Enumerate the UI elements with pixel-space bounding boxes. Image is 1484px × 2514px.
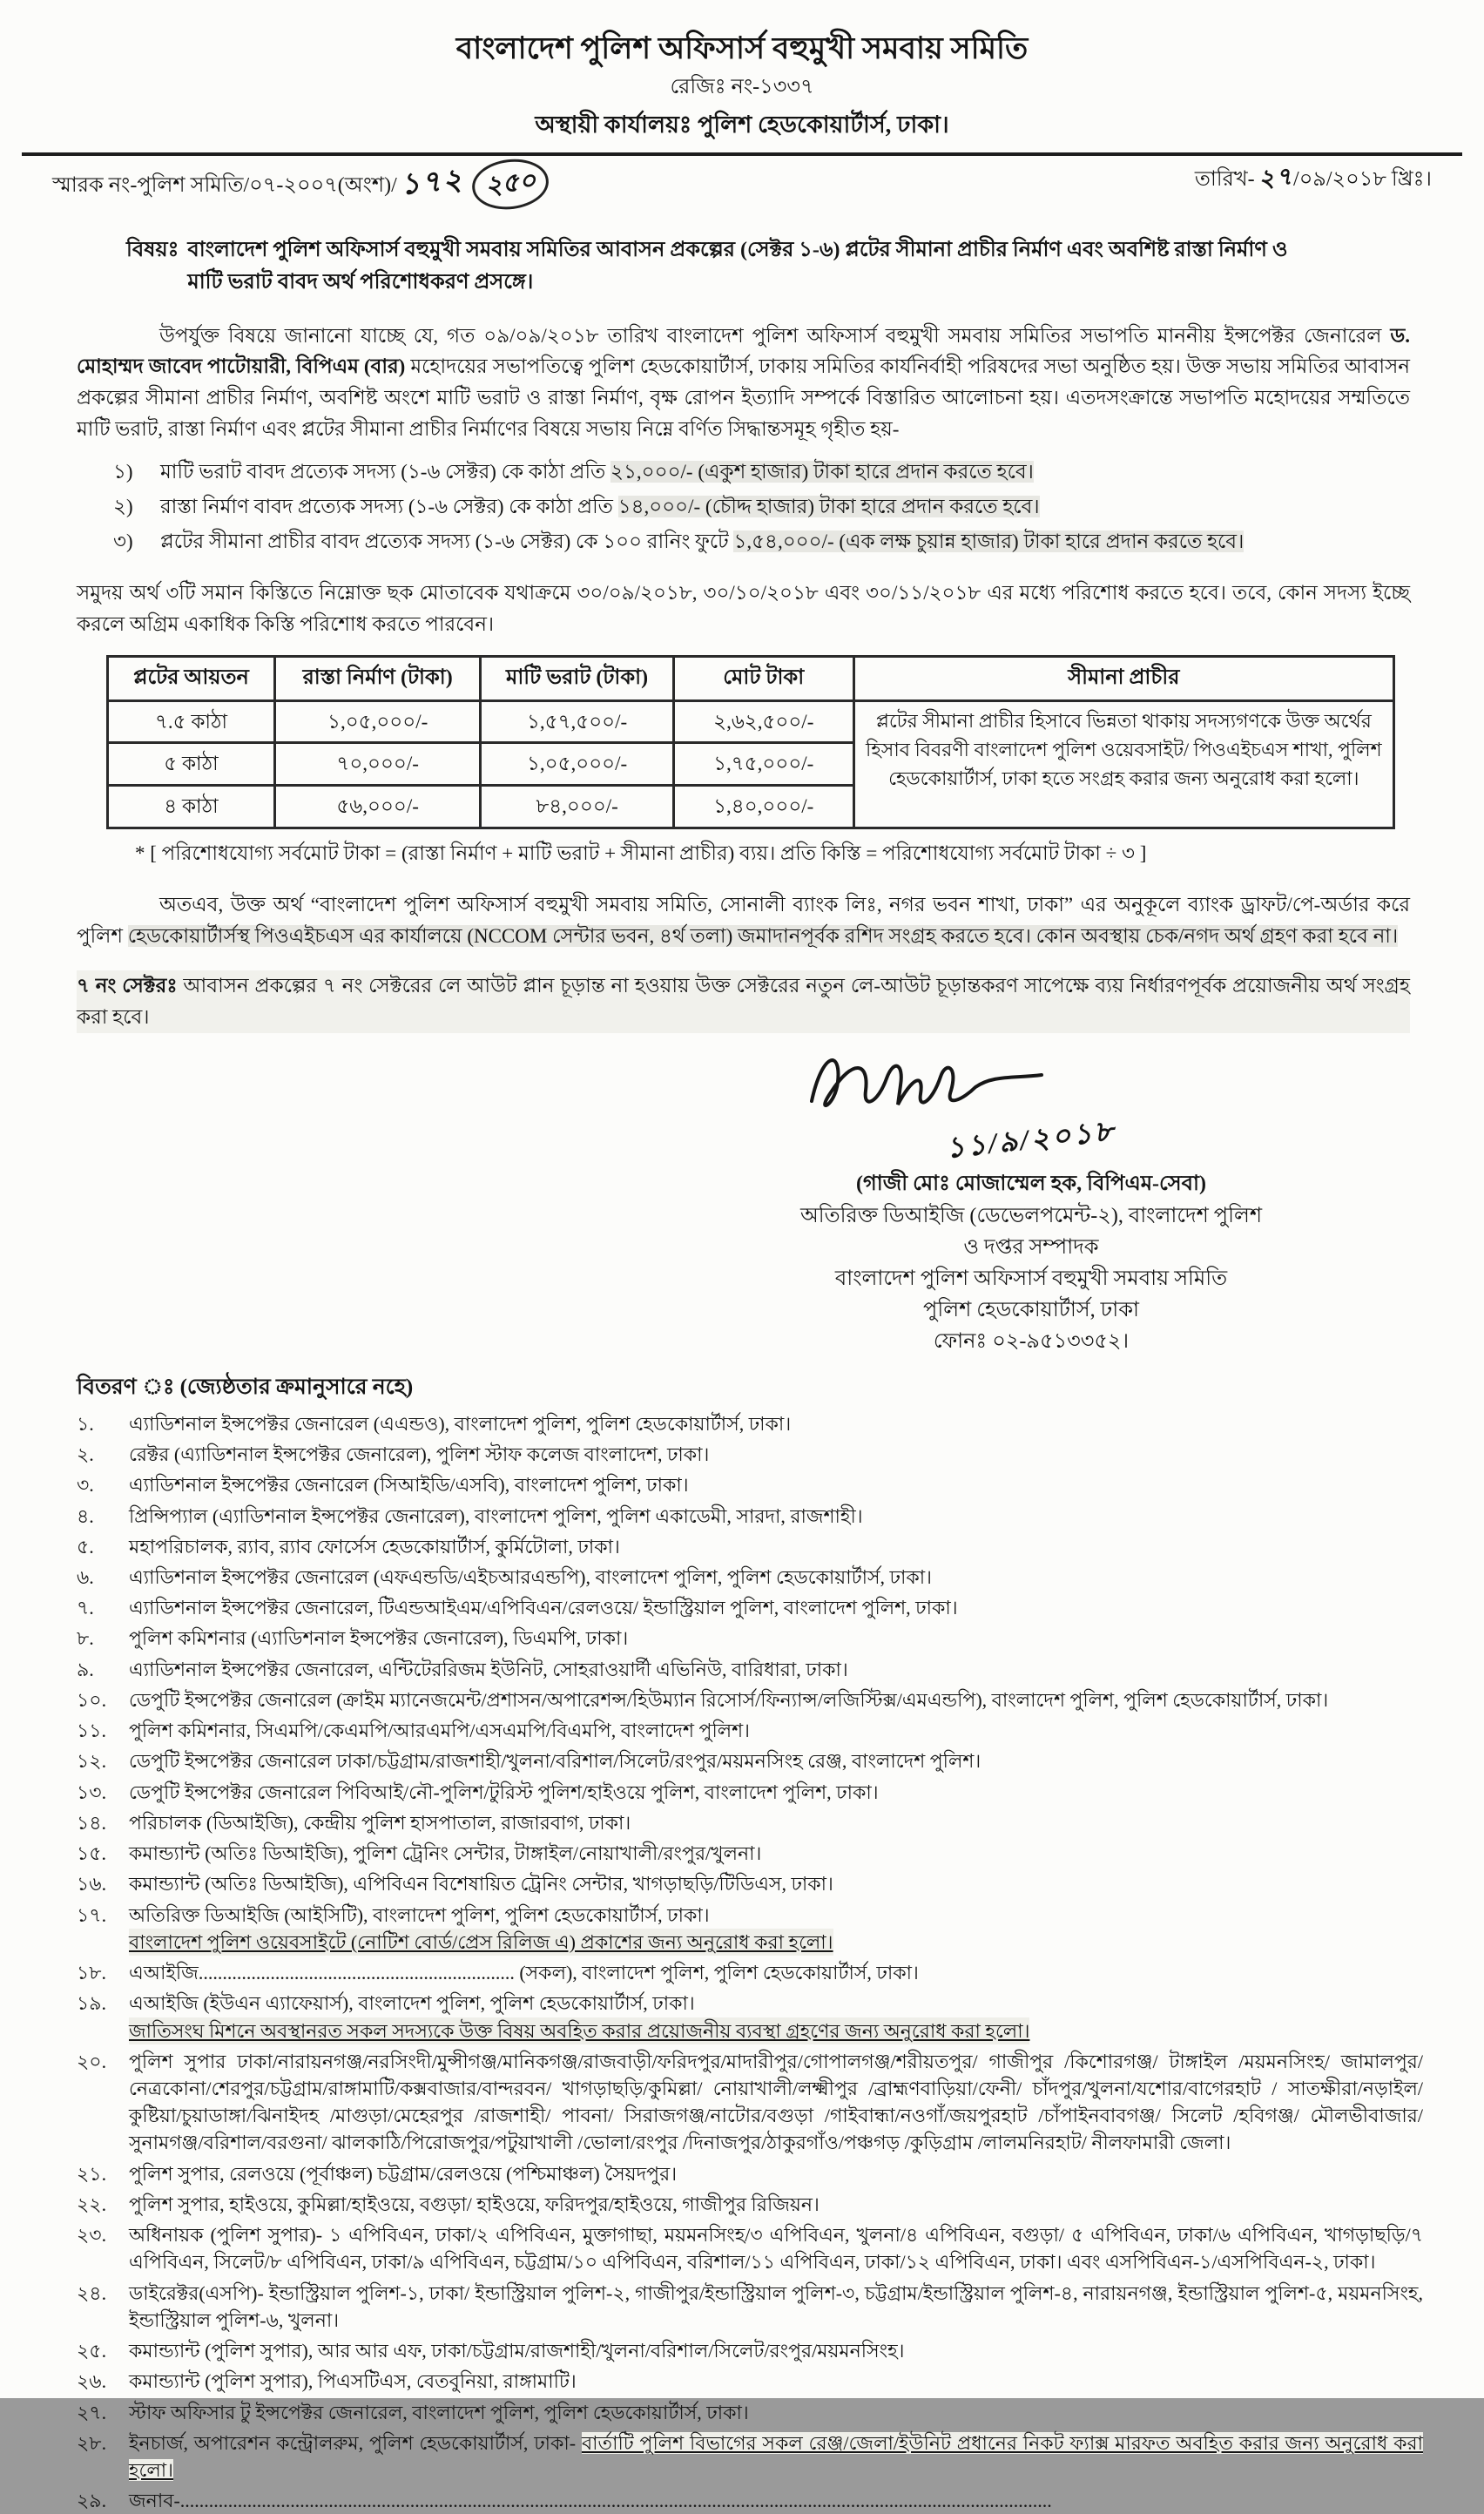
distribution-item (77, 1471, 1423, 1498)
item-text (129, 1902, 1423, 1956)
item-number: ২৩. (77, 2224, 107, 2247)
item-text-body: রেক্টর (এ্যাডিশনাল ইন্সপেক্টর জেনারেল), পুলিশ স্টাফ কলেজ বাংলাদেশ, ঢাকা। (129, 1443, 710, 1466)
cell-earth-fill: ১,০৫,০০০/- (481, 743, 674, 786)
cell-plot-size: ৪ কাঠা (108, 785, 275, 828)
cell-road: ১,০৫,০০০/- (275, 700, 481, 743)
item-text (129, 2048, 1423, 2157)
distribution-list (77, 1410, 1423, 2514)
item-number: ১৮. (77, 1962, 107, 1984)
memo-date-handwritten: ২৭ (1257, 163, 1295, 193)
signature-block (744, 1040, 1319, 1357)
memo-number (52, 159, 550, 209)
item-number: ২৮. (77, 2431, 107, 2454)
decision-text (160, 526, 1244, 558)
item-text-body: এ্যাডিশনাল ইন্সপেক্টর জেনারেল (এএন্ডও), বাংলাদেশ পুলিশ, পুলিশ হেডকোয়ার্টার্স, ঢাকা। (129, 1412, 792, 1435)
table-row (108, 700, 1394, 743)
payment-paragraph (77, 889, 1410, 951)
decision-text (160, 456, 1034, 488)
handwritten-signature-icon (796, 1040, 1057, 1124)
item-number: ২৫. (77, 2340, 107, 2362)
item-text-body: প্রিন্সিপ্যাল (এ্যাডিশনাল ইন্সপেক্টর জেনারেল), বাংলাদেশ পুলিশ, পুলিশ একাডেমী, সারদা, রাজশাহী। (129, 1504, 863, 1527)
item-text-body: অধিনায়ক (পুলিশ সুপার)- ১ এপিবিএন, ঢাকা/২ এপিবিএন, মুক্তাগাছা, ময়মনসিংহ/৩ এপিবিএন, খুলনা/৪ এপিবিএন, বগুড়া/ ৫ এপিবিএন, ঢাকা/৬ এপিবিএন, খাগড়াছড়ি/৭ এপিবিএন, সিলেট/৮ এপিবিএন, ঢাকা/৯ এপিবিএন, চট্টগ্রাম/১০ এপিবিএন, বরিশাল/১১ এপিবিএন, ঢাকা/১২ এপিবিএন, ঢাকা। এবং এসপিবিএন-১/এসপিবিএন-২, ঢাকা। (129, 2224, 1423, 2274)
item-number: ১৯. (77, 1992, 107, 2015)
item-number: ২৬. (77, 2370, 107, 2393)
opening-paragraph-start: উপর্যুক্ত বিষয়ে জানানো যাচ্ছে যে, গত ০৯/০৯/২০১৮ তারিখ বাংলাদেশ পুলিশ অফিসার্স বহুমুখী সমবায় সমিতির সভাপতি মাননীয় ইন্সপেক্টর জেনারেল (159, 324, 1391, 347)
item-text-body: স্টাফ অফিসার টু ইন্সপেক্টর জেনারেল, বাংলাদেশ পুলিশ, পুলিশ হেডকোয়ার্টার্স, ঢাকা। (129, 2401, 749, 2423)
item-text (129, 2487, 1423, 2514)
item-text (129, 1441, 1423, 1468)
memo-date-prefix: তারিখ- (1194, 167, 1255, 191)
decision-text-body: মাটি ভরাট বাবদ প্রত্যেক সদস্য (১-৬ সেক্টর) কে কাঠা প্রতি (160, 461, 611, 483)
decision-list (113, 456, 1432, 557)
item-number: ১৪. (77, 1811, 107, 1834)
item-text (129, 1625, 1423, 1652)
item-text-body: কমান্ড্যান্ট (পুলিশ সুপার), পিএসটিএস, বেতবুনিয়া, রাঙ্গামাটি। (129, 2370, 577, 2393)
subject-line (126, 234, 1432, 299)
item-number: ১০. (77, 1688, 107, 1711)
memo-number-handwritten: ১৭২ (399, 163, 465, 201)
org-name: বাংলাদেশ পুলিশ অফিসার্স বহুমুখী সমবায় সমিতি (455, 31, 1029, 65)
item-text (129, 1594, 1423, 1621)
memo-number-circled: ২৫০ (469, 155, 552, 213)
item-text-body: ডেপুটি ইন্সপেক্টর জেনারেল (ক্রাইম ম্যানেজমেন্ট/প্রশাসন/অপারেশন্স/হিউম্যান রিসোর্স/ফিন্যান্স/লজিস্টিক্স/এমএন্ডপি), বাংলাদেশ পুলিশ, পুলিশ হেডকোয়ার্টার্স, ঢাকা। (129, 1688, 1329, 1711)
item-note: জাতিসংঘ মিশনে অবস্থানরত সকল সদস্যকে উক্ত বিষয় অবহিত করার প্রয়োজনীয় ব্যবস্থা গ্রহণের জন্য অনুরোধ করা হলো। (129, 2017, 1029, 2044)
item-text-body: ডেপুটি ইন্সপেক্টর জেনারেল ঢাকা/চট্টগ্রাম/রাজশাহী/খুলনা/বরিশাল/সিলেট/রংপুর/ময়মনসিংহ রেঞ্জ, বাংলাদেশ পুলিশ। (129, 1750, 981, 1773)
memo-date (1195, 159, 1432, 197)
item-text-body: পরিচালক (ডিআইজি), কেন্দ্রীয় পুলিশ হাসপাতাল, রাজারবাগ, ঢাকা। (129, 1811, 631, 1834)
item-text-body: পুলিশ কমিশনার, সিএমপি/কেএমপি/আরএমপি/এসএমপি/বিএমপি, বাংলাদেশ পুলিশ। (129, 1720, 751, 1742)
col-header-total: মোট টাকা (673, 657, 853, 700)
item-number: ১২. (77, 1750, 107, 1773)
signature-date-handwritten: ১১/৯/২০১৮ (944, 1115, 1117, 1165)
memo-row (52, 159, 1432, 209)
cost-table (106, 655, 1395, 828)
signatory-name: (গাজী মোঃ মোজাম্মেল হক, বিপিএম-সেবা) (856, 1172, 1206, 1195)
distribution-item (77, 2430, 1423, 2484)
item-text-body: এ্যাডিশনাল ইন্সপেক্টর জেনারেল, এন্টিটেররিজম ইউনিট, সোহরাওয়ার্দী এভিনিউ, বারিধারা, ঢাকা। (129, 1658, 848, 1680)
distribution-item (77, 2399, 1423, 2426)
item-text-body: পুলিশ কমিশনার (এ্যাডিশনাল ইন্সপেক্টর জেনারেল), ডিএমপি, ঢাকা। (129, 1627, 629, 1650)
cell-road: ৭০,০০০/- (275, 743, 481, 786)
signatory-designation: অতিরিক্ত ডিআইজি (ডেভেলপমেন্ট-২), বাংলাদেশ পুলিশ (799, 1205, 1263, 1228)
item-text (129, 1717, 1423, 1744)
letterhead (52, 30, 1432, 144)
item-text (129, 1686, 1423, 1713)
item-text (129, 1564, 1423, 1591)
payment-highlight: হেডকোয়ার্টার্সস্থ পিওএইচএস এর কার্যালয়ে (NCCOM সেন্টার ভবন, ৪র্থ তলা) জমাদানপূর্বক রশিদ সংগ্রহ করতে হবে। কোন অবস্থায় চেক/নগদ অর্থ গ্রহণ করা হবে না। (127, 924, 1399, 947)
item-number: ৭. (77, 1597, 94, 1619)
distribution-item (77, 1686, 1423, 1713)
table-header-row (108, 657, 1394, 700)
item-text-body: এ্যাডিশনাল ইন্সপেক্টর জেনারেল (এফএন্ডডি/এইচআরএন্ডপি), বাংলাদেশ পুলিশ, পুলিশ হেডকোয়ার্টার্স, ঢাকা। (129, 1565, 933, 1588)
memo-date-suffix: /০৯/২০১৮ খ্রিঃ। (1293, 167, 1432, 191)
item-number: ৩. (77, 1474, 94, 1497)
item-number: ২৪. (77, 2281, 107, 2304)
item-text (129, 2191, 1423, 2218)
item-text-body: পুলিশ সুপার, হাইওয়ে, কুমিল্লা/হাইওয়ে, বগুড়া/ হাইওয়ে, ফরিদপুর/হাইওয়ে, গাজীপুর রিজিয়ন। (129, 2193, 820, 2215)
distribution-item (77, 1410, 1423, 1437)
item-number: ১৩. (77, 1781, 107, 1803)
decision-text-highlight: ১৪,০০০/- (চৌদ্দ হাজার) টাকা হারে প্রদান করতে হবে। (617, 495, 1040, 517)
distribution-item (77, 1625, 1423, 1652)
cell-earth-fill: ৮৪,০০০/- (481, 785, 674, 828)
subject-label: বিষয়ঃ (126, 239, 179, 262)
item-number: ২১. (77, 2162, 107, 2185)
decision-number: ২) (113, 495, 133, 517)
item-text-body: অতিরিক্ত ডিআইজি (আইসিটি), বাংলাদেশ পুলিশ, পুলিশ হেডকোয়ার্টার্স, ঢাকা। (129, 1903, 710, 1926)
item-number: ৪. (77, 1504, 94, 1527)
col-header-plot-size: প্লটের আয়তন (108, 657, 275, 700)
signatory-org: বাংলাদেশ পুলিশ অফিসার্স বহুমুখী সমবায় সমিতি (834, 1267, 1228, 1291)
item-number: ১. (77, 1412, 94, 1435)
item-text (129, 2280, 1423, 2334)
distribution-item (77, 2191, 1423, 2218)
item-number: ১৬. (77, 1873, 107, 1896)
item-number: ৮. (77, 1627, 94, 1650)
payment-paragraph-start: অতএব, উক্ত অর্থ “বাংলাদেশ পুলিশ অফিসার্স বহুমুখী সমবায় সমিতি, সোনালী ব্যাংক লিঃ, নগর ভবন শাখা, ঢাকা” এর অনুকূলে ব্যাংক ড্রাফট/পে-অর্ডার করে পুলিশ (77, 894, 1410, 947)
decision-number: ৩) (113, 530, 133, 552)
distribution-item (77, 2160, 1423, 2187)
subject-text: বাংলাদেশ পুলিশ অফিসার্স বহুমুখী সমবায় সমিতির আবাসন প্রকল্পের (সেক্টর ১-৬) প্লটের সীমানা প্রাচীর নির্মাণ এবং অবশিষ্ট রাস্তা নির্মাণ ও মাটি ভরাট বাবদ অর্থ পরিশোধকরণ প্রসঙ্গে। (187, 239, 1288, 294)
distribution-item (77, 1902, 1423, 1956)
distribution-item (77, 2221, 1423, 2275)
decision-item (113, 491, 1432, 523)
item-text (129, 1959, 1423, 1986)
distribution-item (77, 1959, 1423, 1986)
item-text (129, 1990, 1423, 2044)
col-header-earth-fill: মাটি ভরাট (টাকা) (481, 657, 674, 700)
item-number: ২০. (77, 2050, 107, 2072)
sector7-label: ৭ নং সেক্টরঃ (77, 975, 178, 997)
item-number: ১১. (77, 1720, 107, 1742)
decision-text-body: প্লটের সীমানা প্রাচীর বাবদ প্রত্যেক সদস্য (১-৬ সেক্টর) কে ১০০ রানিং ফুটে (160, 530, 734, 552)
distribution-item (77, 1441, 1423, 1468)
decision-text-body: রাস্তা নির্মাণ বাবদ প্রত্যেক সদস্য (১-৬ সেক্টর) কে কাঠা প্রতি (160, 495, 618, 517)
distribution-item (77, 1809, 1423, 1836)
distribution-item (77, 1503, 1423, 1530)
item-number: ৯. (77, 1658, 94, 1680)
item-text-body: কমান্ড্যান্ট (অতিঃ ডিআইজি), পুলিশ ট্রেনিং সেন্টার, টাঙ্গাইল/নোয়াখালী/রংপুর/খুলনা। (129, 1842, 762, 1865)
item-number: ২২. (77, 2193, 107, 2215)
cell-plot-size: ৫ কাঠা (108, 743, 275, 786)
item-text-body: কমান্ড্যান্ট (অতিঃ ডিআইজি), এপিবিএন বিশেষায়িত ট্রেনিং সেন্টার, খাগড়াছড়ি/টিডিএস, ঢাকা। (129, 1873, 833, 1896)
item-text-body: পুলিশ সুপার, রেলওয়ে (পূর্বাঞ্চল) চট্টগ্রাম/রেলওয়ে (পশ্চিমাঞ্চল) সৈয়দপুর। (129, 2162, 678, 2185)
col-header-road: রাস্তা নির্মাণ (টাকা) (275, 657, 481, 700)
decision-item (113, 526, 1432, 558)
signatory-office: পুলিশ হেডকোয়ার্টার্স, ঢাকা (923, 1299, 1139, 1322)
distribution-item (77, 1717, 1423, 1744)
registration-number: রেজিঃ নং-১৩৩৭ (670, 75, 814, 98)
decision-text-highlight: ২১,০০০/- (একুশ হাজার) টাকা হারে প্রদান করতে হবে। (610, 461, 1034, 483)
distribution-item (77, 2368, 1423, 2395)
table-footnote: * [ পরিশোধযোগ্য সর্বমোট টাকা = (রাস্তা নির্মাণ + মাটি ভরাট + সীমানা প্রাচীর) ব্যয়। প্রতি কিস্তি = পরিশোধযোগ্য সর্বমোট টাকা ÷ ৩ ] (135, 841, 1147, 864)
item-text (129, 1840, 1423, 1867)
item-number: ২. (77, 1443, 94, 1466)
chairman-name: ড. মোহাম্মদ জাবেদ পাটোয়ারী, বিপিএম (বার) (77, 324, 1410, 378)
distribution-item (77, 1840, 1423, 1867)
decision-number: ১) (113, 461, 133, 483)
decision-item (113, 456, 1432, 488)
distribution-heading: বিতরণ ঃ (জ্যেষ্ঠতার ক্রমানুসারে নহে) (77, 1375, 414, 1400)
cell-total: ২,৬২,৫০০/- (673, 700, 853, 743)
item-text-body: মহাপরিচালক, র‌্যাব, র‌্যাব ফোর্সেস হেডকোয়ার্টার্স, কুর্মিটোলা, ঢাকা। (129, 1535, 620, 1558)
distribution-item (77, 2280, 1423, 2334)
item-text (129, 2160, 1423, 2187)
item-text-body: কমান্ড্যান্ট (পুলিশ সুপার), আর আর এফ, ঢাকা/চট্টগ্রাম/রাজশাহী/খুলনা/বরিশাল/সিলেট/রংপুর/ময়মনসিংহ। (129, 2340, 905, 2362)
item-text (129, 2368, 1423, 2395)
distribution-item (77, 1870, 1423, 1897)
distribution-item (77, 1990, 1423, 2044)
sector7-paragraph (77, 970, 1410, 1032)
item-text (129, 1533, 1423, 1560)
distribution-item (77, 1533, 1423, 1560)
item-number: ৬. (77, 1565, 94, 1588)
item-number: ৫. (77, 1535, 94, 1558)
item-text-body: জনাব-...................................................................................................................................................................................... (129, 2490, 1052, 2512)
item-text (129, 2337, 1423, 2364)
item-text-body: এআইজি (ইউএন এ্যাফেয়ার্স), বাংলাদেশ পুলিশ, পুলিশ হেডকোয়ার্টার্স, ঢাকা। (129, 1992, 695, 2015)
item-text-body: এ্যাডিশনাল ইন্সপেক্টর জেনারেল (সিআইডি/এসবি), বাংলাদেশ পুলিশ, ঢাকা। (129, 1474, 689, 1497)
signatory-role: ও দপ্তর সম্পাদক (963, 1236, 1099, 1260)
decision-text-highlight: ১,৫৪,০০০/- (এক লক্ষ চুয়ান্ন হাজার) টাকা হারে প্রদান করতে হবে। (733, 530, 1245, 552)
item-text (129, 1410, 1423, 1437)
header-divider (22, 152, 1462, 156)
cell-plot-size: ৭.৫ কাঠা (108, 700, 275, 743)
cell-road: ৫৬,০০০/- (275, 785, 481, 828)
item-text-body: পুলিশ সুপার ঢাকা/নারায়নগঞ্জ/নরসিংদী/মুন্সীগঞ্জ/মানিকগঞ্জ/রাজবাড়ী/ফরিদপুর/মাদারীপুর/গোপালগঞ্জ/শরীয়তপুর/ গাজীপুর /কিশোরগঞ্জ/ টাঙ্গাইল /ময়মনসিংহ/ জামালপুর/নেত্রকোনা/শেরপুর/চট্টগ্রাম/রাঙ্গামাটি/কক্সবাজার/বান্দরবন/ খাগড়াছড়ি/কুমিল্লা/ নোয়াখালী/লক্ষ্মীপুর /ব্রাহ্মণবাড়িয়া/ফেনী/ চাঁদপুর/খুলনা/যশোর/বাগেরহাট / সাতক্ষীরা/নড়াইল/ কুষ্টিয়া/চুয়াডাঙ্গা/ঝিনাইদহ /মাগুড়া/মেহেরপুর /রাজশাহী/ পাবনা/ সিরাজগঞ্জ/নাটোর/বগুড়া /গাইবান্ধা/নওগাঁ/জয়পুরহাট /চাঁপাইনবাবগঞ্জ/ সিলেট /হবিগঞ্জ/ মৌলভীবাজার/সুনামগঞ্জ/বরিশাল/বরগুনা/ ঝালকাঠি/পিরোজপুর/পটুয়াখালী /ভোলা/রংপুর /দিনাজপুর/ঠাকুরগাঁও/পঞ্চগড় /কুড়িগ্রাম /লালমনিরহাট/ নীলফামারী জেলা। (129, 2050, 1423, 2154)
item-text (129, 1870, 1423, 1897)
opening-paragraph-end: মহোদয়ের সভাপতিত্বে পুলিশ হেডকোয়ার্টার্স, ঢাকায় সমিতির কার্যনির্বাহী পরিষদের সভা অনুষ্ঠিত হয়। উক্ত সভায় সমিতির আবাসন প্রকল্পের সীমানা প্রাচীর নির্মাণ, অবশিষ্ট অংশে মাটি ভরাট ও রাস্তা নির্মাণ, বৃক্ষ রোপন ইত্যাদি সম্পর্কে বিস্তারিত আলোচনা হয়। এতদসংক্রান্তে সভাপতি মহোদয়ের সম্মতিতে মাটি ভরাট, রাস্তা নির্মাণ এবং প্লটের সীমানা প্রাচীর নির্মাণের বিষয়ে সভায় নিম্নে বর্ণিত সিদ্ধান্তসমূহ গৃহীত হয়- (77, 355, 1410, 440)
distribution-item (77, 2048, 1423, 2157)
item-text (129, 1779, 1423, 1806)
installment-paragraph: সমুদয় অর্থ ৩টি সমান কিস্তিতে নিম্নোক্ত ছক মোতাবেক যথাক্রমে ৩০/০৯/২০১৮, ৩০/১০/২০১৮ এবং ৩০/১১/২০১৮ এর মধ্যে পরিশোধ করতে হবে। তবে, কোন সদস্য ইচ্ছে করলে অগ্রিম একাধিক কিস্তি পরিশোধ করতে পারবেন। (77, 582, 1410, 635)
distribution-item (77, 2337, 1423, 2364)
item-number: ২৯. (77, 2490, 107, 2512)
item-text-body: এ্যাডিশনাল ইন্সপেক্টর জেনারেল, টিএন্ডআইএম/এপিবিএন/রেলওয়ে/ ইন্ডাস্ট্রিয়াল পুলিশ, বাংলাদেশ পুলিশ, ঢাকা। (129, 1597, 958, 1619)
cell-earth-fill: ১,৫৭,৫০০/- (481, 700, 674, 743)
item-text (129, 1747, 1423, 1774)
sector7-text: আবাসন প্রকল্পের ৭ নং সেক্টরের লে আউট প্লান চূড়ান্ত না হওয়ায় উক্ত সেক্টরের নতুন লে-আউট চূড়ান্তকরণ সাপেক্ষে ব্যয় নির্ধারণপূর্বক প্রয়োজনীয় অর্থ সংগ্রহ করা হবে। (77, 975, 1410, 1029)
item-text (129, 2430, 1423, 2484)
item-inline-note: বার্তাটি পুলিশ বিভাগের সকল রেঞ্জ/জেলা/ইউনিট প্রধানের নিকট ফ্যাক্স মারফত অবহিত করার জন্য অনুরোধ করা হলো। (129, 2431, 1423, 2482)
col-header-boundary-wall: সীমানা প্রাচীর (853, 657, 1393, 700)
distribution-item (77, 1656, 1423, 1683)
memo-number-prefix: স্মারক নং-পুলিশ সমিতি/০৭-২০০৭(অংশ)/ (52, 173, 397, 197)
item-text-body: ডেপুটি ইন্সপেক্টর জেনারেল পিবিআই/নৌ-পুলিশ/টুরিস্ট পুলিশ/হাইওয়ে পুলিশ, বাংলাদেশ পুলিশ, ঢাকা। (129, 1781, 879, 1803)
item-text (129, 2221, 1423, 2275)
item-text-body: ইনচার্জ, অপারেশন কন্ট্রোলরুম, পুলিশ হেডকোয়ার্টার্স, ঢাকা- (129, 2431, 582, 2454)
distribution-item (77, 1564, 1423, 1591)
item-text (129, 1503, 1423, 1530)
item-number: ১৫. (77, 1842, 107, 1865)
item-text (129, 2399, 1423, 2426)
distribution-item (77, 1747, 1423, 1774)
office-address: অস্থায়ী কার্যালয়ঃ পুলিশ হেডকোয়ার্টার্স, ঢাকা। (535, 111, 949, 138)
item-note: বাংলাদেশ পুলিশ ওয়েবসাইটে (নোটিশ বোর্ড/প্রেস রিলিজ এ) প্রকাশের জন্য অনুরোধ করা হলো। (129, 1929, 833, 1956)
cell-total: ১,৪০,০০০/- (673, 785, 853, 828)
boundary-wall-note: প্লটের সীমানা প্রাচীর হিসাবে ভিন্নতা থাকায় সদস্যগণকে উক্ত অর্থের হিসাব বিবরণী বাংলাদেশ পুলিশ ওয়েবসাইট/ পিওএইচএস শাখা, পুলিশ হেডকোয়ার্টার্স, ঢাকা হতে সংগ্রহ করার জন্য অনুরোধ করা হলো। (853, 700, 1393, 828)
distribution-item (77, 2487, 1423, 2514)
decision-text (160, 491, 1040, 523)
signatory-phone: ফোনঃ ০২-৯৫১৩৩৫২। (933, 1330, 1130, 1354)
item-text (129, 1656, 1423, 1683)
opening-paragraph (77, 321, 1410, 445)
item-text-body: ডাইরেক্টর(এসপি)- ইন্ডাস্ট্রিয়াল পুলিশ-১, ঢাকা/ ইন্ডাস্ট্রিয়াল পুলিশ-২, গাজীপুর/ইন্ডাস্ট্রিয়াল পুলিশ-৩, চট্টগ্রাম/ইন্ডাস্ট্রিয়াল পুলিশ-৪, নারায়নগঞ্জ, ইন্ডাস্ট্রিয়াল পুলিশ-৫, ময়মনসিংহ, ইন্ডাস্ট্রিয়াল পুলিশ-৬, খুলনা। (129, 2281, 1423, 2331)
distribution-item (77, 1779, 1423, 1806)
distribution-item (77, 1594, 1423, 1621)
item-number: ১৭. (77, 1903, 107, 1926)
item-number: ২৭. (77, 2401, 107, 2423)
item-text (129, 1471, 1423, 1498)
item-text (129, 1809, 1423, 1836)
cell-total: ১,৭৫,০০০/- (673, 743, 853, 786)
item-text-body: এআইজি.................................................................. (সকল), বাংলাদেশ পুলিশ, পুলিশ হেডকোয়ার্টার্স, ঢাকা। (129, 1962, 919, 1984)
